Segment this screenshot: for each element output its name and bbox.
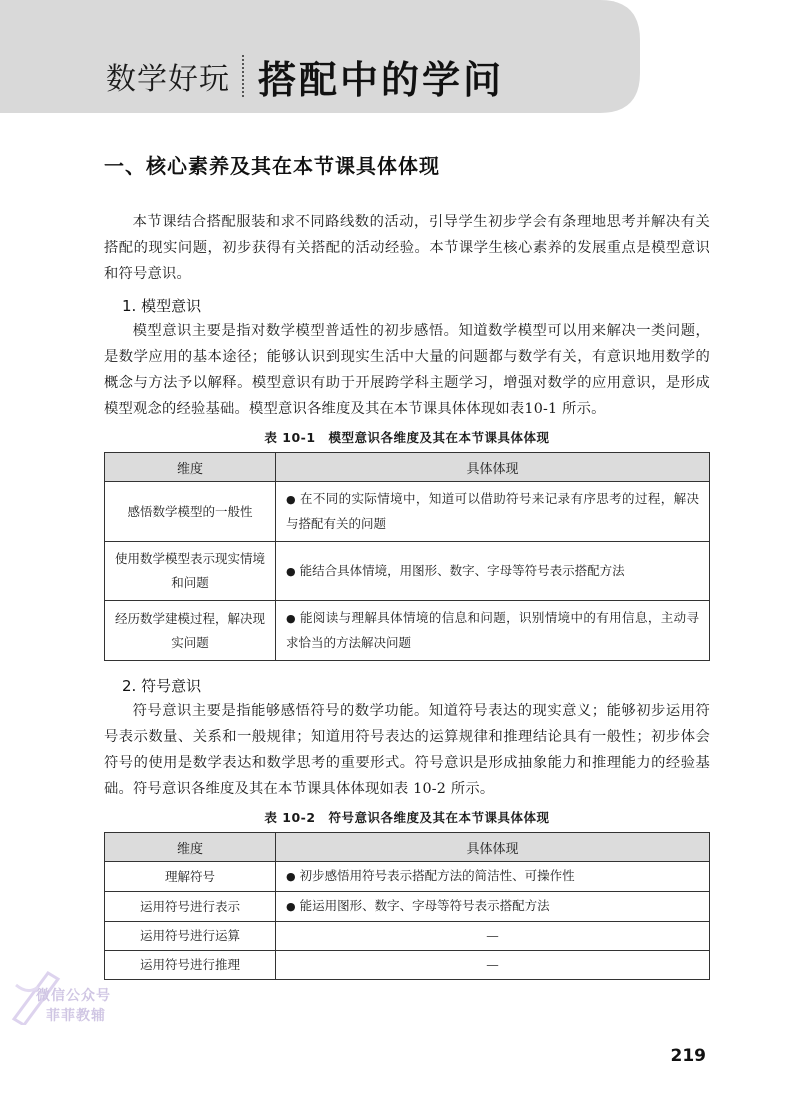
table1-caption: 表 10-1 模型意识各维度及其在本节课具体体现: [264, 430, 550, 445]
chapter-title: 搭配中的学问: [258, 57, 505, 102]
dimension-cell: 运用符号进行推理: [105, 951, 276, 980]
section-heading: 一、核心素养及其在本节课具体体现: [104, 154, 440, 178]
bullet-icon: ●: [286, 612, 296, 625]
column-header-dimension: 维度: [105, 833, 276, 862]
table-row: [105, 892, 710, 922]
table2-caption: 表 10-2 符号意识各维度及其在本节课具体体现: [264, 810, 550, 825]
model-paragraph: 模型意识主要是指对数学模型普适性的初步感悟。知道数学模型可以用来解决一类问题，是数学应用的基本途径；能够认识到现实生活中大量的问题都与数学有关，有意识地用数学的概念与方法予以解释。模型意识有助于开展跨学科主题学习，增强对数学的应用意识，是形成模型观念的经验基础。模型意识各维度及其在本节课具体体现如表10-1 所示。: [104, 323, 710, 417]
description-cell: [276, 892, 710, 922]
column-header-description: 具体体现: [276, 453, 710, 482]
table-row: [105, 951, 710, 980]
watermark-line2: 菲菲教辅: [46, 1008, 106, 1024]
intro-paragraph: 本节课结合搭配服装和求不同路线数的活动，引导学生初步学会有条理地思考并解决有关搭配的现实问题，初步获得有关搭配的活动经验。本节课学生核心素养的发展重点是模型意识和符号意识。: [104, 214, 710, 282]
dimension-cell: 感悟数学模型的一般性: [105, 482, 276, 542]
dimension-cell: 运用符号进行表示: [105, 892, 276, 922]
description-text: 初步感悟用符号表示搭配方法的简洁性、可操作性: [299, 868, 575, 883]
symbol-table: [104, 832, 710, 980]
bullet-icon: ●: [286, 870, 296, 883]
model-table: [104, 452, 710, 661]
watermark-line1: 微信公众号: [36, 988, 111, 1004]
subsection-heading-symbol: 2. 符号意识: [122, 677, 202, 695]
title-divider: [242, 55, 244, 97]
bullet-icon: ●: [286, 900, 296, 913]
table-row: [105, 862, 710, 892]
subsection-heading-model: 1. 模型意识: [122, 297, 202, 315]
column-header-description: 具体体现: [276, 833, 710, 862]
description-cell: —: [276, 951, 710, 980]
bullet-icon: ●: [286, 493, 296, 506]
dimension-cell: 经历数学建模过程，解决现实问题: [105, 601, 276, 661]
table-row: [105, 922, 710, 951]
bullet-icon: ●: [286, 564, 296, 578]
table-header-row: [105, 453, 710, 482]
watermark: [8, 965, 148, 1025]
page-content: [104, 150, 710, 980]
dimension-cell: 使用数学模型表示现实情境和问题: [105, 542, 276, 601]
description-cell: [276, 601, 710, 661]
symbol-paragraph: 符号意识主要是指能够感悟符号的数学功能。知道符号表达的现实意义；能够初步运用符号表示数量、关系和一般规律；知道用符号表达的运算规律和推理结论具有一般性；初步体会符号的使用是数学表达和数学思考的重要形式。符号意识是形成抽象能力和推理能力的经验基础。符号意识各维度及其在本节课具体体现如表 10-2 所示。: [104, 703, 710, 797]
description-text: 能结合具体情境，用图形、数字、字母等符号表示搭配方法: [299, 562, 625, 578]
description-text: 能运用图形、数字、字母等符号表示搭配方法: [299, 898, 550, 913]
description-cell: [276, 482, 710, 542]
description-text: 能阅读与理解具体情境的信息和问题，识别情境中的有用信息，主动寻求恰当的方法解决问题: [286, 610, 699, 650]
description-cell: [276, 542, 710, 601]
table-row: [105, 482, 710, 542]
dimension-cell: 运用符号进行运算: [105, 922, 276, 951]
description-text: 在不同的实际情境中，知道可以借助符号来记录有序思考的过程，解决与搭配有关的问题: [286, 491, 699, 531]
dimension-cell: 理解符号: [105, 862, 276, 892]
page-number: 219: [670, 1046, 706, 1066]
description-cell: [276, 862, 710, 892]
table-row: [105, 542, 710, 601]
chapter-header: [106, 44, 504, 108]
description-cell: —: [276, 922, 710, 951]
section-label: 数学好玩: [106, 62, 230, 97]
column-header-dimension: 维度: [105, 453, 276, 482]
table-row: [105, 601, 710, 661]
table-header-row: [105, 833, 710, 862]
